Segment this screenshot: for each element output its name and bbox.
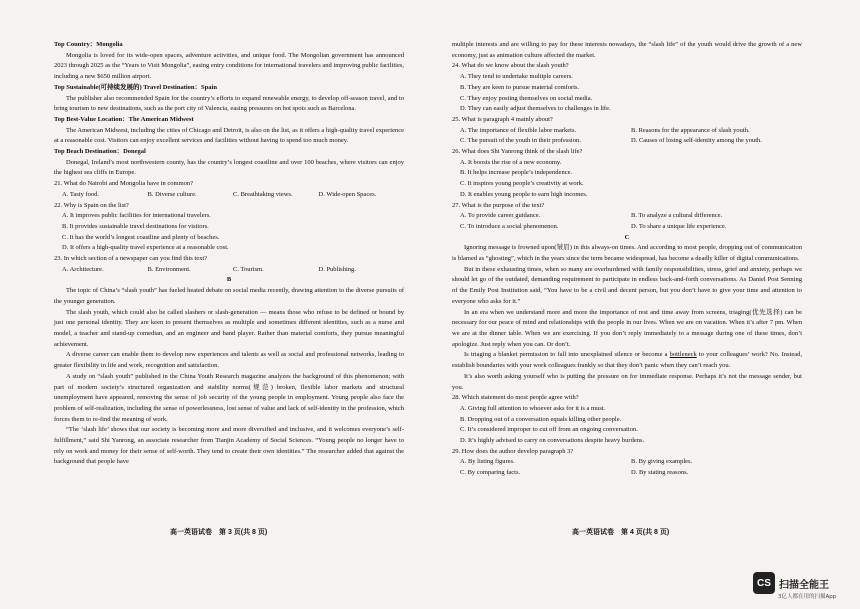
answer-option: B. Reasons for the appearance of slash youth.: [631, 126, 750, 134]
watermark-subtitle: 3亿人都在用的扫描App: [778, 594, 837, 600]
answer-option: D. Wide-open Spaces.: [318, 190, 377, 198]
answer-option: D. By stating reasons.: [631, 469, 689, 477]
section-heading: Top Best-Value Location：The American Midwest: [54, 115, 194, 123]
paragraph: Donegal, Ireland’s most northwestern county, has the country’s longest coastline and over 100 beaches, where visitors can enjoy the highest sea cliffs in Europe.: [54, 158, 404, 177]
paragraph: In an era when we understand more and more the importance of rest and time away from screens, triaging(优先选择) can be necessary for our peace of mind and relationships with the people in our lives. When we are on vacation. When it’s after 7 pm. When we are at the dinner table. When we are exercising. If you don’t reply immediately to a message during one of these times, don’t apologize. Just reply when you can. Or don’t.: [452, 308, 802, 348]
answer-option: C. It inspires young people’s creativity at work.: [460, 180, 584, 188]
answer-option: A. Tasty food.: [62, 190, 99, 198]
section-heading: Top Sustainable(可持续发展的) Travel Destination：Spain: [54, 83, 217, 91]
answer-option: B. It helps increase people’s independence.: [460, 169, 573, 177]
answer-option: A. The importance of flexible labor markets.: [460, 126, 577, 134]
answer-options-grid: [452, 211, 802, 232]
answer-option: A. They tend to undertake multiple careers.: [460, 73, 573, 81]
answer-option: A. Giving full attention to whoever asks for it is a must.: [460, 404, 606, 412]
paragraph: The topic of China’s “slash youth” has fueled heated debate on social media recently, drawing attention to the diverse pursuits of the younger generation.: [54, 287, 404, 305]
answer-option: A. To provide career guidance.: [460, 212, 541, 220]
answer-option: D. It offers a high-quality travel experience at a reasonable cost.: [62, 244, 229, 252]
answer-option: A. By listing figures.: [460, 458, 515, 466]
answer-option: B. To analyze a cultural difference.: [631, 212, 723, 220]
answer-option: C. Tourism.: [233, 265, 264, 273]
answer-option: C. They enjoy posting themselves on social media.: [460, 94, 593, 102]
question-stem: 23. In which section of a newspaper can you find this text?: [54, 255, 208, 263]
paragraph: A study on “slash youth” published in the China Youth Research magazine analyzes the background of this phenomenon; with part of modern society’s structured organization and stability norms(规范) broken, flexible labor markets and structural unemployment have appeared, removing the sense of job security of the young people in employment. Young people also face the problem of self-realization, including the sense of powerlessness, lost sense of value and lack of self-identity in the profession, which forces them to re-find the meaning of work.: [54, 372, 404, 423]
answer-option: C. The pursuit of the youth in their profession.: [460, 137, 581, 145]
answer-options-grid: [452, 126, 802, 147]
answer-option: A. Architecture.: [62, 265, 104, 273]
answer-option: B. By giving examples.: [631, 458, 693, 466]
question-stem: 26. What does Shi Yanrong think of the slash life?: [452, 148, 583, 156]
paragraph: Ignoring message is frowned upon(皱眉) in this always-on times. And according to most people, dropping out of communication is blamed as “ghosting”, which in the years since the term became widespread, has become a deadly killer of digital communications.: [452, 244, 802, 263]
right-page-column: [452, 40, 802, 479]
left-page-footer: 高一英语试卷 第 3 页(共 8 页): [170, 529, 268, 536]
answer-option: C. It has the world’s longest coastline and plenty of beaches.: [62, 233, 220, 241]
paragraph: Mongolia is loved for its wide-open spaces, adventure activities, and unique food. The Mongolian government has announced 2023 through 2025 as the “Years to Visit Mongolia”, easing entry conditions for international travelers and improving public facilities, including a new $650 million airport.: [54, 51, 404, 81]
answer-options-row: [54, 190, 404, 201]
right-page-footer: 高一英语试卷 第 4 页(共 8 页): [572, 529, 670, 536]
paragraph-text: Is triaging a blanket permission to fall into unexplained silence or become a: [464, 351, 670, 359]
paragraph: The American Midwest, including the cities of Chicago and Detroit, is also on the list, as it offers a high-quality travel experience at a reasonable cost. Visitors can enjoy excellent services and facilities without having to spend too much money.: [54, 126, 404, 145]
answer-option: C. By comparing facts.: [460, 469, 521, 477]
answer-option: B. Environment.: [147, 265, 191, 273]
paragraph: The slash youth, which could also be called slashers or slash-generation — means those who refuse to be defined or bound by just one personal identity. They are keen to present themselves as multiple and sometimes different identities, such as a nurse and model, a teacher and stand-up comedian, and an engineer and band player. Rather than material comforts, they pursue meaningful achievement.: [54, 308, 404, 348]
question-stem: 25. What is paragraph 4 mainly about?: [452, 115, 553, 123]
question-stem: 21. What do Nairobi and Mongolia have in common?: [54, 180, 194, 188]
left-page-column: [54, 40, 404, 468]
answer-option: C. To introduce a social phenomenon.: [460, 222, 559, 230]
passage-letter: C: [624, 233, 630, 241]
answer-option: C. It’s considered improper to cut off from an ongoing conversation.: [460, 426, 638, 434]
paragraph: The publisher also recommended Spain for the country’s efforts to expand renewable energy, to develop off-season travel, and to bring tourism to new destinations, such as the port city of Valencia, easing pressures on hot spots such as Barcelona.: [54, 94, 404, 113]
paragraph: multiple interests and are willing to pay for these interests nowadays, the “slash life” of the youth would drive the growth of a new economy, just as animation culture affected the market.: [452, 41, 802, 59]
answer-option: A. It improves public facilities for international travelers.: [62, 212, 211, 220]
paragraph: “The ‘slash life’ shows that our society is becoming more and more diversified and inclusive, and it welcomes everyone’s self-fulfillment,” said Shi Yanrong, an associate researcher from Tianjin Academy of Social Sciences. “Young people no longer have to rely on work and money for their sense of self-worth. They tend to create their own identities.” The researcher added that against the background that people have: [54, 426, 404, 466]
passage-letter: B: [226, 276, 232, 284]
answer-option: B. It provides sustainable travel destinations for visitors.: [62, 222, 209, 230]
answer-option: D. To share a unique life experience.: [631, 222, 727, 230]
answer-option: A. It boosts the rise of a new economy.: [460, 158, 562, 166]
answer-options-grid: [452, 457, 802, 478]
answer-options-row: [54, 265, 404, 276]
answer-option: B. Dropping out of a conversation equals killing other people.: [460, 415, 622, 423]
section-heading: Top Beach Destination：Donegal: [54, 148, 146, 156]
answer-option: B. Diverse culture.: [147, 190, 197, 198]
question-stem: 22. Why is Spain on the list?: [54, 201, 129, 209]
paragraph-text: to your colleagues’ work? No. Instead, establish boundaries with your work colleagues frankly so that they don’t panic when they can’t reach you.: [452, 351, 802, 370]
question-stem: 24. What do we know about the slash youth?: [452, 62, 569, 70]
answer-option: D. Publishing.: [318, 265, 356, 273]
answer-option: B. They are keen to pursue material comforts.: [460, 83, 580, 91]
question-stem: 27. What is the purpose of the text?: [452, 201, 545, 209]
paragraph: It’s also worth asking yourself who is putting the pressure on for immediate response. Perhaps it’s not the message sender, but you.: [452, 372, 802, 391]
watermark-name: 扫描全能王: [779, 579, 829, 591]
question-stem: 29. How does the author develop paragraph 3?: [452, 447, 574, 455]
answer-option: D. It enables young people to earn high incomes.: [460, 190, 588, 198]
camscanner-watermark: [753, 572, 829, 594]
paragraph: But in these exhausting times, when so many are overburdened with family responsibilities, stress, grief and anxiety, perhaps we should let go of the outdated, demanding requirement to participate in endless back-and-forth conversations. As Daniel Post Senning of the Emily Post Institution said, “You have to be a civil and decent person, but you don’t have to give your time and attention to everyone who asks for it.”: [452, 265, 802, 305]
question-stem: 28. Which statement do most people agree with?: [452, 394, 579, 402]
camscanner-logo-icon: CS: [753, 572, 775, 594]
answer-option: D. They can easily adjust themselves to challenges in life.: [460, 105, 611, 113]
section-heading: Top Country：Mongolia: [54, 41, 123, 48]
answer-option: D. Causes of losing self-identity among the youth.: [631, 137, 762, 145]
underlined-word: bottleneck: [669, 351, 697, 359]
answer-option: C. Breathtaking views.: [233, 190, 293, 198]
answer-option: D. It’s highly advised to carry on conversations despite heavy burdens.: [460, 437, 645, 445]
paragraph: [452, 350, 802, 371]
paragraph: A diverse career can enable them to develop new experiences and talents as well as social and professional networks, leading to greater flexibility in life and work, recognition and satisfaction.: [54, 351, 404, 370]
